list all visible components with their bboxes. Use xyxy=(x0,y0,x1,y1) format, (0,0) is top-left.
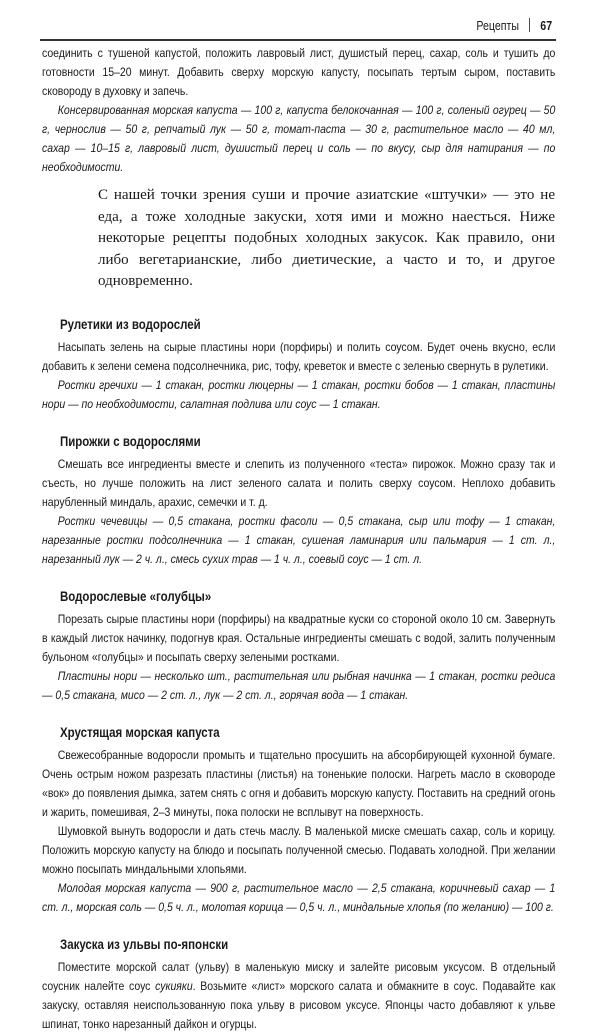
recipe-ulva-japanese xyxy=(42,936,555,1034)
sauce-name: сукияки xyxy=(155,978,193,993)
recipe-crispy-seaweed xyxy=(42,724,555,917)
page-content xyxy=(42,44,555,1034)
recipe-title: Рулетики из водорослей xyxy=(60,316,201,332)
recipe-instructions: Поместите морской салат (ульву) в маленькую миску и залейте рисовым уксусом. В отдельный соусник налейте соус сукияки. Возьмите «лист» морского салата и обмакните в соус. Подавайте как закуску, оставляя неиспользованную пока ульву в рисовом уксусе. Японцы часто добавляют к ульве шпинат, тонко нарезанный дайкон и огурцы. xyxy=(42,959,556,1031)
recipe-title: Хрустящая морская капуста xyxy=(60,724,220,740)
running-head xyxy=(40,15,556,41)
recipe-title: Пирожки с водорослями xyxy=(60,433,201,449)
recipe-seaweed-golubtsy xyxy=(42,588,555,705)
recipe-ingredients: Молодая морская капуста — 900 г, растительное масло — 2,5 стакана, коричневый сахар — 1 ст. л., морская соль — 0,5 ч. л., молотая корица — 0,5 ч. л., миндальные хлопья (по желанию) — 100 г. xyxy=(42,880,556,914)
recipe-instructions: Порезать сырые пластины нори (порфиры) на квадратные куски со стороной около 10 см. Завернуть в каждый листок начинку, подогнув края. Остальные ингредиенты смешать с водой, залить полученным бульоном «голубцы» и посыпать сверху зелеными ростками. xyxy=(42,611,556,664)
author-note: С нашей точки зрения суши и прочие азиатские «штучки» — это не еда, а тоже холодные закуски, хотя ими и можно наесться. Ниже некоторые рецепты подобных холодных закусок. Как правило, они либо вегетарианские, либо диетические, а часто и то, и другое одновременно. xyxy=(98,187,555,289)
header-separator xyxy=(529,18,530,32)
section-title: Рецепты xyxy=(476,19,519,33)
recipe-title: Закуска из ульвы по-японски xyxy=(60,936,229,952)
continued-ingredients: Консервированная морская капуста — 100 г, капуста белокочанная — 100 г, соленый огурец — 50 г, чернослив — 50 г, репчатый лук — 50 г, томат-паста — 30 г, растительное масло — 40 мл, сахар — 10–15 г, лавровый лист, душистый перец и соль — по вкусу, сыр для натирания — по необходимости. xyxy=(42,103,556,174)
recipe-seaweed-pies xyxy=(42,433,555,569)
recipe-seaweed-rolls xyxy=(42,316,555,414)
recipe-instructions-2: Шумовкой вынуть водоросли и дать стечь маслу. В маленькой миске смешать сахар, соль и корицу. Положить морскую капусту на блюдо и посыпать полученной смесью. Подавать холодной. При желании можно посыпать миндальными хлопьями. xyxy=(42,823,556,876)
recipe-ingredients: Ростки гречихи — 1 стакан, ростки люцерны — 1 стакан, ростки бобов — 1 стакан, пластины нори — по необходимости, салатная подлива или соус — 1 стакан. xyxy=(42,377,556,411)
recipe-ingredients: Пластины нори — несколько шт., растительная или рыбная начинка — 1 стакан, ростки редиса — 0,5 стакана, мисо — 2 ст. л., лук — 2 ст. л., горячая вода — 1 стакан. xyxy=(42,668,556,702)
recipe-instructions: Смешать все ингредиенты вместе и слепить из полученного «теста» пирожок. Можно сразу так и съесть, но лучше положить на лист зеленого салата и полить сверху соусом. Неплохо добавить нарубленный миндаль, арахис, семечки и т. д. xyxy=(42,456,556,509)
continued-paragraph: соединить с тушеной капустой, положить лавровый лист, душистый перец, сахар, соль и тушить до готовности 15–20 минут. Добавить сверху морскую капусту, посыпать тертым сыром, поставить сковороду в духовку и запечь. xyxy=(42,46,556,98)
recipe-instructions: Свежесобранные водоросли промыть и тщательно просушить на абсорбирующей кухонной бумаге. Очень острым ножом разрезать пластины (листья) на тоненькие полоски. Нагреть масло в сковороде «вок» до появления дымка, затем снять с огня и добавить морскую капусту. Поставить на средний огонь и жарить, помешивая, 2–3 минуты, пока полоски не всплывут на поверхность. xyxy=(42,747,556,819)
page-number: 67 xyxy=(540,19,552,33)
recipe-ingredients: Ростки чечевицы — 0,5 стакана, ростки фасоли — 0,5 стакана, сыр или тофу — 1 стакан, нарезанные ростки подсолнечника — 1 стакан, сушеная ламинария или пальмария — 1 ст. л., нарезанный лук — 2 ч. л., смесь сухих трав — 1 ч. л., соевый соус — 1 ст. л. xyxy=(42,513,556,566)
recipe-instructions: Насыпать зелень на сырые пластины нори (порфиры) и полить соусом. Будет очень вкусно, если добавить к зелени семена подсолнечника, рис, тофу, креветок и вместе с зеленью свернуть в рулетики. xyxy=(42,339,556,373)
running-head-right xyxy=(476,18,552,33)
recipe-title: Водорослевые «голубцы» xyxy=(60,588,212,604)
